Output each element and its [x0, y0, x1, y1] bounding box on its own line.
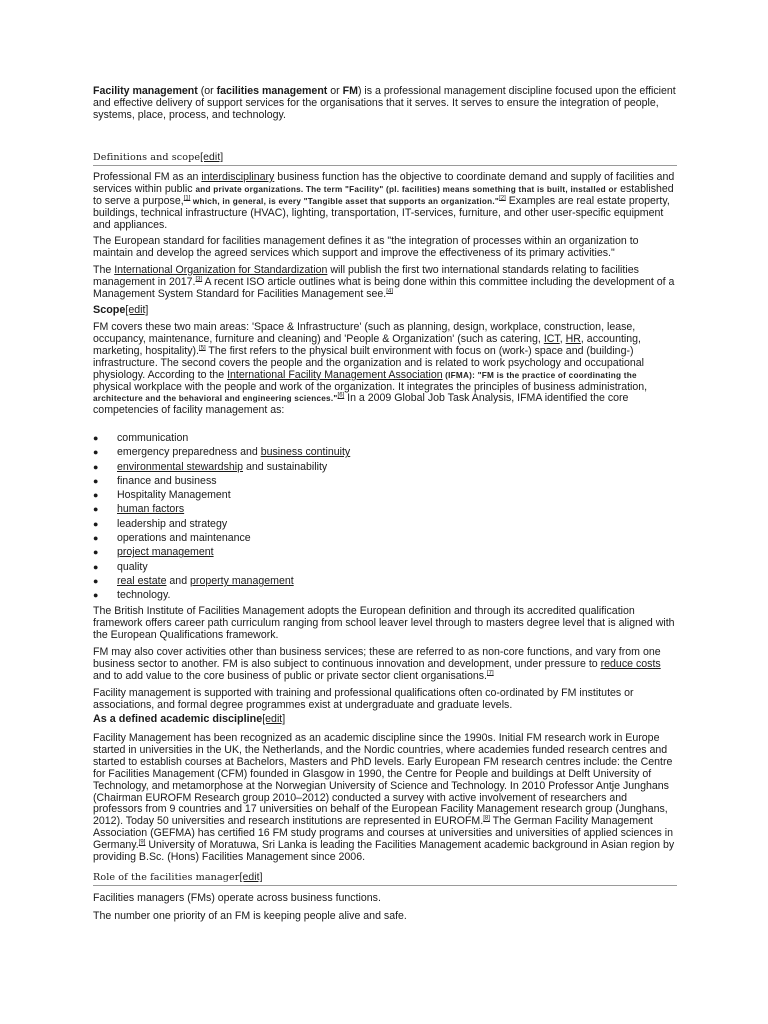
list-item-text: emergency preparedness and	[117, 446, 261, 459]
list-item-text: technology.	[117, 589, 171, 602]
list-item	[93, 517, 676, 531]
list-item-text: operations and maintenance	[117, 532, 251, 545]
list-item	[93, 502, 676, 516]
term-fm: FM	[342, 85, 358, 97]
text: The German Facility Management Association (GEFMA) has certified 16 FM study programs and courses at universities and universities of applied sciences in Germany.	[93, 815, 673, 852]
bullet-icon: ●	[93, 504, 99, 515]
link-reduce-costs[interactable]: reduce costs	[600, 657, 661, 670]
subheading-text: Scope	[93, 304, 126, 316]
small-text: architecture and the behavioral and engineering sciences."	[93, 394, 338, 404]
text: physical workplace with the people and work of the organization. It integrates the principles of business administration,	[93, 380, 648, 393]
text: business function has the objective to coordinate demand and supply of facilities and services within public	[93, 171, 675, 195]
bullet-icon: ●	[93, 475, 99, 486]
paragraph-bifm: The British Institute of Facilities Management adopts the European definition and through its accredited qualification framework offers career path curriculum ranging from school leaver level through to masters degree level that is aligned with the European Qualifications framework.	[93, 605, 675, 641]
text: ,	[559, 332, 566, 345]
text: FM covers these two main areas: 'Space & Infrastructure' (such as planning, design, workplace, construction, lease, occupancy, maintenance, furniture and cleaning) and 'People & Organization' (such as catering,	[93, 321, 636, 345]
paragraph-role-2: The number one priority of an FM is keeping people alive and safe.	[93, 910, 407, 922]
intro-text: ) is a professional management discipline focused upon the efficient and effective delivery of support services for the organisations that it serves. It serves to ensure the integration of people, systems, place, process, and technology.	[93, 85, 676, 121]
text: established to serve a purpose,	[93, 182, 674, 207]
text: Examples are real estate property, buildings, technical infrastructure (HVAC), lighting, transportation, IT-services, furniture, and other user-specific equipment and appliances.	[93, 194, 670, 231]
section-heading-text: Definitions and scope	[93, 152, 201, 163]
bullet-icon: ●	[93, 561, 99, 572]
edit-link[interactable]: [edit]	[200, 152, 224, 163]
competencies-list	[93, 431, 676, 603]
edit-link[interactable]: [edit]	[239, 872, 263, 883]
subheading-text: As a defined academic discipline	[93, 713, 263, 725]
list-item	[93, 431, 676, 445]
paragraph-training: Facility management is supported with training and professional qualifications often co-ordinated by FM institutes or associations, and formal degree programmes exist at undergraduate and graduate levels.	[93, 687, 634, 711]
citation-link[interactable]: [5]	[198, 345, 206, 352]
citation-link[interactable]: [1]	[183, 195, 191, 202]
list-item	[93, 460, 676, 474]
citation-link[interactable]: [7]	[486, 670, 494, 677]
small-text: (IFMA): "FM is the practice of coordinating the	[442, 370, 637, 380]
link-hr[interactable]: HR	[565, 332, 581, 345]
link-iso[interactable]: International Organization for Standardization	[114, 264, 328, 276]
citation-link[interactable]: [4]	[386, 288, 393, 295]
list-item-text: communication	[117, 432, 189, 444]
edit-link[interactable]: [edit]	[262, 713, 286, 725]
text: The first refers to the physical built environment with focus on (work-) space and (building-) infrastructure. The second covers the people and the organization and is related to work psychology and occupational physiology. According to the	[93, 344, 645, 381]
list-item	[93, 474, 676, 488]
list-item	[93, 588, 676, 602]
text: Facility Management has been recognized as an academic discipline since the 1990s. Initial FM research work in Europe started in universities in the UK, the Netherlands, and the Nordic countries, where academies funded research centres and started to establish courses at Bachelors, Masters and PhD levels. Early European FM research centres include: the Centre for Facilities Management (CFM) founded in Glasgow in 1990, the Centre for People and buildings at Delft University of Technology, and metamorphose at the Norwegian University of Science and Technology. In 2010 Professor Antje Junghans (Chairman EUROFM Research group 2010–2012) conducted a survey with active involvement of researchers and professors from 9 countries and 17 universities on behalf of the European Facility Management research group (Junghans, 2012). Today 50 universities and research institutions are represented in EUROFM.	[93, 732, 673, 828]
paragraph-academic	[93, 733, 676, 864]
list-item-text: Hospitality Management	[117, 489, 231, 502]
link-real-estate[interactable]: real estate	[117, 574, 167, 587]
link-environmental-stewardship[interactable]: environmental stewardship	[117, 460, 244, 473]
link-project-management[interactable]: project management	[117, 546, 214, 559]
section-heading-role	[93, 872, 676, 884]
text: A recent ISO article outlines what is being done within this committee including the development of a Management System Standard for Facilities Management see.	[93, 275, 675, 300]
bullet-icon: ●	[93, 533, 99, 544]
bullet-icon: ●	[93, 461, 99, 472]
citation-link[interactable]: [3]	[195, 276, 203, 283]
text: FM may also cover activities other than business services; these are referred to as non-core functions, and vary from one business sector to another. FM is also subject to continuous innovation and development, under pressure to	[93, 646, 661, 670]
list-item	[93, 545, 676, 559]
link-property-management[interactable]: property management	[190, 574, 294, 587]
subheading-academic	[93, 714, 676, 726]
paragraph-scope	[93, 322, 676, 417]
paragraph-iso	[93, 265, 676, 301]
paragraph-role-1: Facilities managers (FMs) operate across business functions.	[93, 892, 381, 904]
bullet-icon: ●	[93, 433, 99, 443]
text: The	[93, 264, 115, 276]
text: University of Moratuwa, Sri Lanka is leading the Facilities Management academic background in Asian region by providing B.Sc. (Hons) Facilities Management since 2006.	[93, 839, 675, 864]
link-business-continuity[interactable]: business continuity	[260, 446, 351, 459]
link-ifma[interactable]: International Facility Management Association	[227, 368, 443, 381]
link-human-factors[interactable]: human factors	[117, 503, 185, 516]
intro-paragraph	[93, 86, 676, 122]
bullet-icon: ●	[93, 518, 99, 529]
citation-link[interactable]: [6]	[337, 392, 345, 399]
small-text: which, in general, is every "Tangible asset that supports an organization."	[190, 196, 500, 206]
paragraph-non-core	[93, 647, 676, 683]
citation-link[interactable]: [2]	[499, 195, 506, 202]
paragraph-european-standard: The European standard for facilities management defines it as "the integration of processes within an organization to maintain and develop the agreed services which support and improve the effectiveness of its primary activities."	[93, 235, 639, 259]
term-facility-management: Facility management	[93, 85, 198, 97]
small-text: and private organizations. The term "Facility" (pl. facilities) means something that is built, installed or	[195, 184, 618, 194]
intro-text: (or	[197, 85, 217, 97]
list-item	[93, 574, 676, 588]
list-item-text: and	[166, 574, 191, 587]
list-item	[93, 445, 676, 459]
bullet-icon: ●	[93, 547, 99, 558]
section-divider	[93, 165, 677, 166]
term-facilities-management: facilities management	[216, 85, 328, 97]
subheading-scope	[93, 305, 676, 317]
list-item	[93, 560, 676, 574]
section-heading-text: Role of the facilities manager	[93, 872, 240, 883]
link-ict[interactable]: ICT	[543, 332, 560, 345]
text: Professional FM as an	[93, 171, 202, 183]
list-item-text: finance and business	[117, 474, 217, 487]
list-item	[93, 488, 676, 502]
list-item-text: leadership and strategy	[117, 517, 228, 530]
citation-link[interactable]: [8]	[483, 815, 490, 822]
list-item	[93, 531, 676, 545]
text: In a 2009 Global Job Task Analysis, IFMA identified the core competencies of facility management as:	[93, 392, 629, 417]
edit-link[interactable]: [edit]	[125, 304, 149, 316]
list-item-text: quality	[117, 560, 148, 573]
list-item-text: and sustainability	[243, 460, 328, 473]
citation-link[interactable]: [9]	[138, 839, 146, 846]
section-divider	[93, 885, 677, 886]
bullet-icon: ●	[93, 575, 99, 586]
text: will publish the first two international standards relating to facilities management in 2017.	[93, 264, 639, 288]
section-heading-definitions	[93, 152, 676, 164]
text: and to add value to the core business of public or private sector client organisations.	[93, 669, 487, 682]
bullet-icon: ●	[93, 447, 99, 458]
bullet-icon: ●	[93, 590, 99, 601]
paragraph-interdisciplinary	[93, 172, 676, 232]
bullet-icon: ●	[93, 490, 99, 501]
text: , accounting, marketing, hospitality).	[93, 332, 641, 357]
intro-text: or	[327, 85, 343, 97]
link-interdisciplinary[interactable]: interdisciplinary	[201, 171, 275, 183]
